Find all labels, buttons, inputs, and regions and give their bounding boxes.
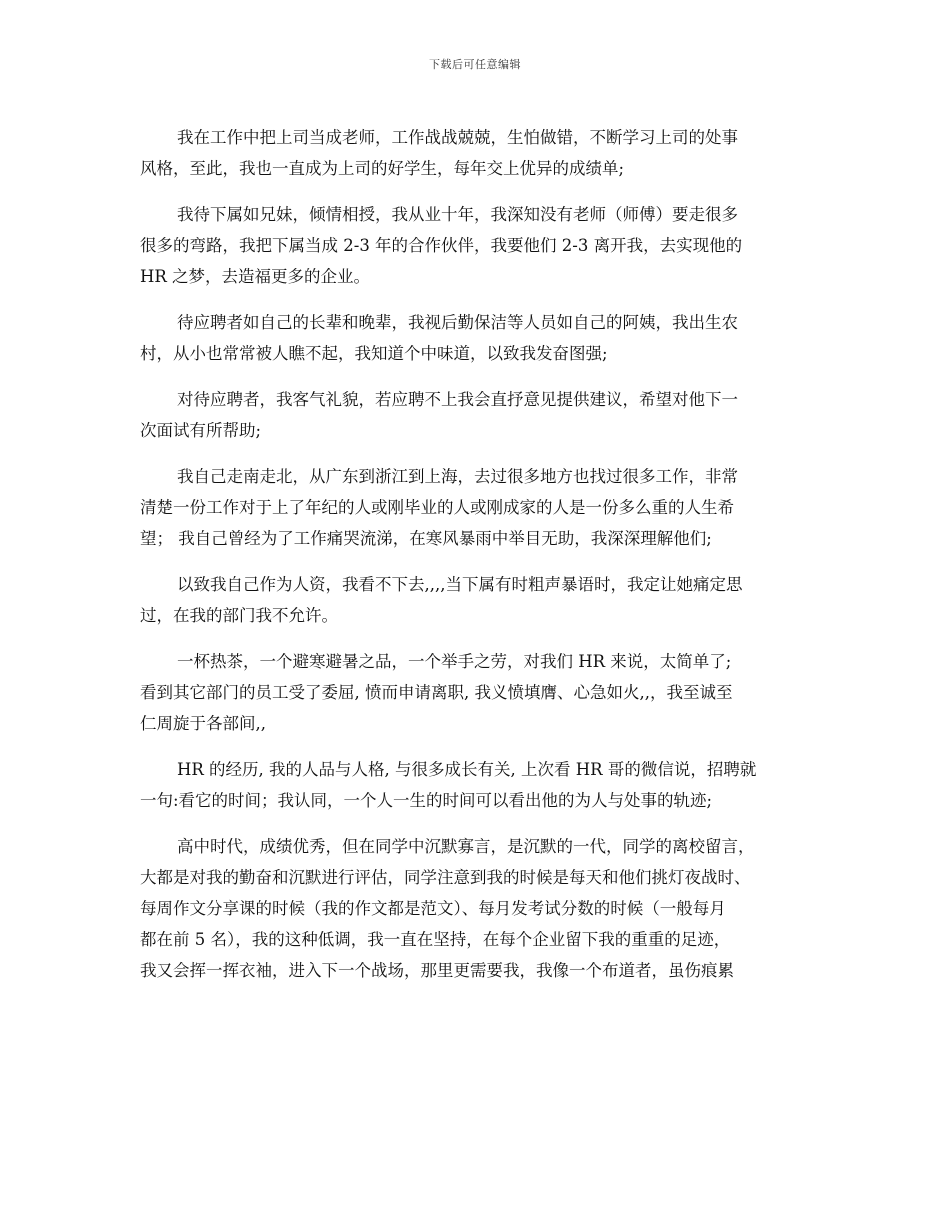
text-line: 我又会挥一挥衣袖，进入下一个战场，那里更需要我，我像一个布道者，虽伤痕累 xyxy=(140,961,734,980)
text-line: 看到其它部门的员工受了委屈, 愤而申请离职, 我义愤填膺、心急如火,,，我至诚至 xyxy=(140,683,733,702)
text-line: 很多的弯路，我把下属当成 2-3 年的合作伙伴，我要他们 2-3 离开我，去实现他的 xyxy=(140,236,743,255)
text-line: 对待应聘者，我客气礼貌，若应聘不上我会直抒意见提供建议，希望对他下一 xyxy=(177,390,738,409)
text-line: 以致我自己作为人资，我看不下去,,,,当下属有时粗声暴语时，我定让她痛定思 xyxy=(177,575,743,594)
paragraph-9 xyxy=(140,831,820,986)
text-line: 风格，至此，我也一直成为上司的好学生，每年交上优异的成绩单; xyxy=(140,159,625,178)
text-line: HR 之梦，去造福更多的企业。 xyxy=(140,267,371,286)
text-line: 次面试有所帮助; xyxy=(140,421,262,440)
text-line: 我在工作中把上司当成老师，工作战战兢兢，生怕做错，不断学习上司的处事 xyxy=(177,128,738,147)
text-line: 清楚一份工作对于上了年纪的人或刚毕业的人或刚成家的人是一份多么重的人生希 xyxy=(140,498,734,517)
text-line: HR 的经历, 我的人品与人格, 与很多成长有关, 上次看 HR 哥的微信说，招聘就 xyxy=(177,760,757,779)
paragraph-3 xyxy=(140,307,820,369)
text-line: 村，从小也常常被人瞧不起，我知道个中味道，以致我发奋图强; xyxy=(140,344,608,363)
text-line: 过，在我的部门我不允许。 xyxy=(140,606,338,625)
paragraph-8 xyxy=(140,754,820,816)
paragraph-1 xyxy=(140,122,820,184)
paragraph-5 xyxy=(140,461,820,554)
text-line: 一杯热茶，一个避寒避暑之品，一个举手之劳，对我们 HR 来说，太简单了; xyxy=(177,652,732,671)
text-line: 一句:看它的时间；我认同，一个人一生的时间可以看出他的为人与处事的轨迹; xyxy=(140,791,713,810)
paragraph-4 xyxy=(140,384,820,446)
text-line: 我自己走南走北，从广东到浙江到上海，去过很多地方也找过很多工作，非常 xyxy=(177,467,738,486)
document-body xyxy=(140,122,820,1001)
text-line: 仁周旋于各部间,, xyxy=(140,714,266,733)
page-header: 下载后可任意编辑 xyxy=(429,58,521,71)
text-line: 每周作文分享课的时候（我的作文都是范文）、每月发考试分数的时候（一般每月 xyxy=(140,899,726,918)
text-line: 望； 我自己曾经为了工作痛哭流涕，在寒风暴雨中举目无助，我深深理解他们; xyxy=(140,529,712,548)
text-line: 大都是对我的勤奋和沉默进行评估，同学注意到我的时候是每天和他们挑灯夜战时、 xyxy=(140,868,751,887)
text-line: 高中时代，成绩优秀，但在同学中沉默寡言，是沉默的一代，同学的离校留言， xyxy=(177,837,755,856)
text-line: 都在前 5 名），我的这种低调，我一直在坚持，在每个企业留下我的重重的足迹， xyxy=(140,930,731,949)
paragraph-7 xyxy=(140,646,820,739)
text-line: 待应聘者如自己的长辈和晚辈，我视后勤保洁等人员如自己的阿姨，我出生农 xyxy=(177,313,738,332)
text-line: 我待下属如兄妹，倾情相授，我从业十年，我深知没有老师（师傅）要走很多 xyxy=(177,205,738,224)
paragraph-6 xyxy=(140,569,820,631)
paragraph-2 xyxy=(140,199,820,292)
